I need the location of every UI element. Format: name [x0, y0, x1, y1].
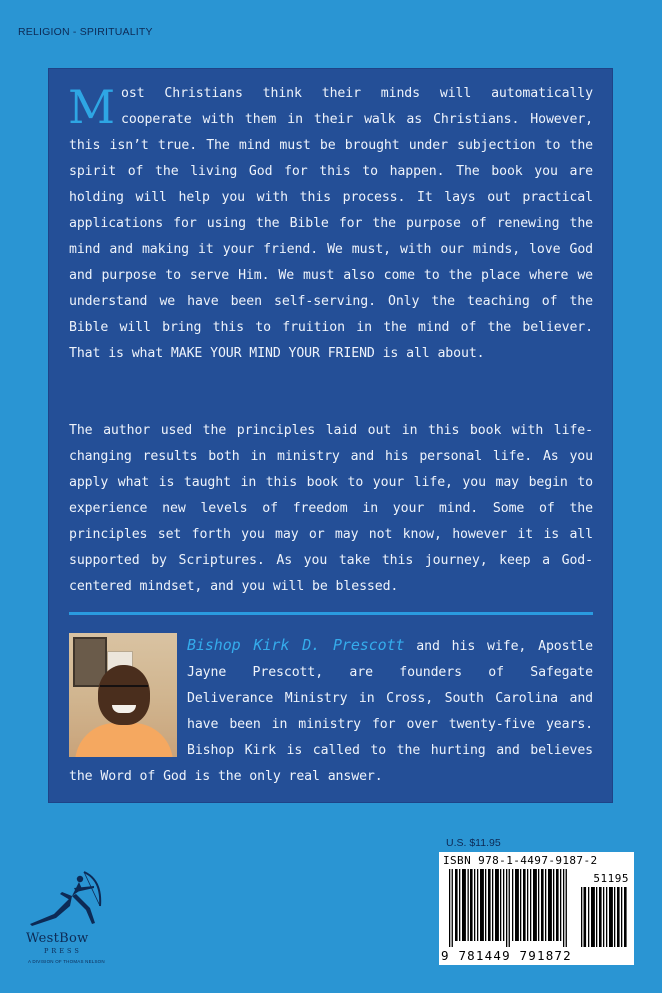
author-name: Bishop Kirk D. Prescott: [187, 636, 405, 654]
addon-barcode-bars: [579, 887, 629, 947]
barcode: [439, 852, 634, 965]
westbow-archer-logo: [22, 866, 132, 971]
price-code: 51195: [593, 872, 629, 885]
publisher-name: WestBow: [26, 931, 89, 946]
category-label: RELIGION - SPIRITUALITY: [18, 26, 153, 38]
description-panel: [48, 68, 613, 803]
ean-number: 9 781449 791872: [441, 948, 572, 963]
drop-cap: M: [68, 80, 116, 134]
description-paragraph-2: The author used the principles laid out in this book with life-changing results both in ministry and his personal life. As you apply what is taught in this book to your life, you may begin to experience new levels of freedom in your mind. Some of the principles set forth you may or may not know, however it is all supported by Scriptures. As you take this journey, keep a God-centered mindset, and you will be blessed.: [69, 423, 593, 594]
author-photo: [69, 633, 177, 757]
ean-barcode-bars: [443, 869, 575, 947]
divider-rule: [69, 612, 593, 615]
author-bio-body: and his wife, Apostle Jayne Prescott, are founders of Safegate Deliverance Ministry in Cross, South Carolina and have been in ministry for over twenty-five years. Bishop Kirk is called to the hurting and believes the Word of God is the only real answer.: [69, 639, 593, 784]
isbn-text: ISBN 978-1-4497-9187-2: [443, 854, 598, 867]
price-label: U.S. $11.95: [446, 837, 501, 849]
author-bio: [69, 632, 593, 790]
description-paragraph-1: [69, 81, 593, 367]
paragraph-1-text: ost Christians think their minds will automatically cooperate with them in their walk as Christians. However, this isn’t true. The mind must be brought under subjection to the spirit of the living God for this to happen. The book you are holding will help you with this process. It lays out practical applications for using the Bible for the purpose of renewing the mind and making it your friend. We must, with our minds, love God and purpose to serve Him. We must also come to the place where we understand we have been self-serving. Only the teaching of the Bible will bring this to fruition in the mind of the believer. That is what MAKE YOUR MIND YOUR FRIEND is all about.: [69, 86, 593, 361]
publisher-sub: PRESS: [44, 947, 82, 955]
publisher-division: A DIVISION OF THOMAS NELSON: [28, 959, 105, 964]
